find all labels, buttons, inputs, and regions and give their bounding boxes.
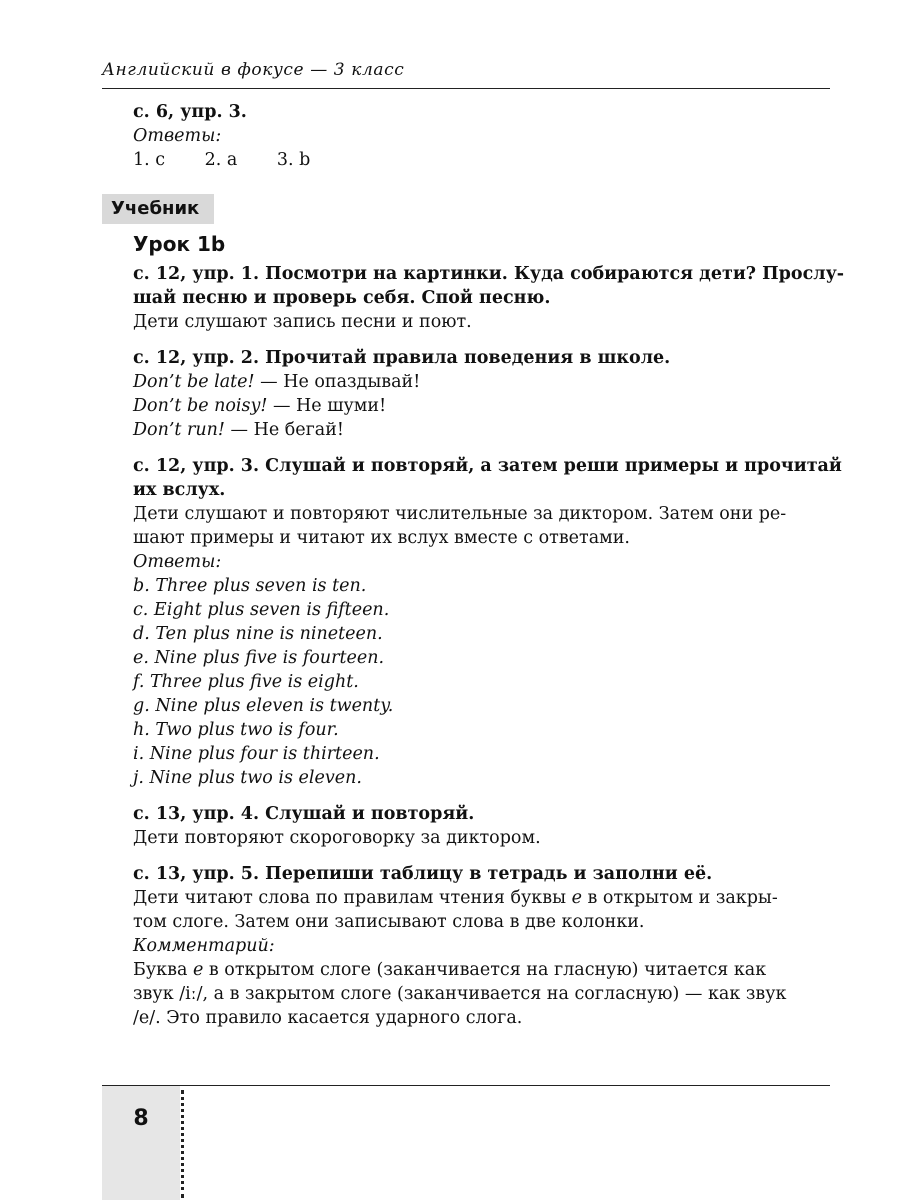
exercise-3-title: с. 12, упр. 3. Слушай и повторяй, а затем реши примеры и прочитай bbox=[133, 456, 842, 476]
exercise-3-title: их вслух. bbox=[133, 480, 226, 500]
exercise-4 bbox=[133, 802, 833, 850]
dotted-divider bbox=[181, 1090, 184, 1198]
exercise-1 bbox=[133, 262, 845, 334]
footer-rule bbox=[102, 1085, 830, 1086]
exercise-1-title: шай песню и проверь себя. Спой песню. bbox=[133, 288, 551, 308]
letter-e: e bbox=[192, 960, 204, 980]
header-rule bbox=[102, 88, 830, 89]
section-label-textbook: Учебник bbox=[102, 194, 214, 224]
answer-line: f. Three plus five is eight. bbox=[133, 672, 359, 692]
exercise-5-text bbox=[133, 886, 833, 910]
answer-line: d. Ten plus nine is nineteen. bbox=[133, 624, 383, 644]
rule-line bbox=[133, 418, 833, 442]
running-title: Английский в фокусе — 3 класс bbox=[102, 60, 405, 80]
exercise-3-text: шают примеры и читают их вслух вместе с ответами. bbox=[133, 528, 630, 548]
exercise-1-text: Дети слушают запись песни и поют. bbox=[133, 312, 472, 332]
lesson-title: Урок 1b bbox=[133, 232, 226, 256]
text-part: в открытом слоге (заканчивается на гласную) читается как bbox=[203, 960, 767, 980]
intro-ref: с. 6, упр. 3. bbox=[133, 102, 247, 122]
exercise-5-title: с. 13, упр. 5. Перепиши таблицу в тетрадь и заполни её. bbox=[133, 864, 713, 884]
comment-text bbox=[133, 958, 833, 982]
exercise-2 bbox=[133, 346, 833, 442]
text-part: в открытом и закры- bbox=[581, 888, 778, 908]
page-content bbox=[133, 100, 845, 1030]
exercise-3 bbox=[133, 454, 842, 790]
rule-russian: — Не бегай! bbox=[224, 420, 344, 440]
intro-answer: 3. b bbox=[276, 150, 311, 170]
intro-answer: 1. c bbox=[133, 150, 166, 170]
exercise-5-text: том слоге. Затем они записывают слова в две колонки. bbox=[133, 912, 645, 932]
intro-answer: 2. a bbox=[204, 150, 238, 170]
page-number-box bbox=[102, 1086, 180, 1200]
page-number: 8 bbox=[133, 1106, 149, 1131]
intro-exercise bbox=[133, 100, 833, 172]
answer-line: g. Nine plus eleven is twenty. bbox=[133, 696, 394, 716]
text-part: Дети читают слова по правилам чтения буквы bbox=[133, 888, 572, 908]
rule-english: Don’t be late! bbox=[133, 372, 255, 392]
comment-text: звук /iː/, а в закрытом слоге (заканчивается на согласную) — как звук bbox=[133, 984, 787, 1004]
letter-e: e bbox=[571, 888, 582, 908]
answer-line: h. Two plus two is four. bbox=[133, 720, 339, 740]
exercise-4-title: с. 13, упр. 4. Слушай и повторяй. bbox=[133, 804, 475, 824]
exercise-3-text: Дети слушают и повторяют числительные за диктором. Затем они ре- bbox=[133, 504, 787, 524]
exercise-3-answers-label: Ответы: bbox=[133, 552, 222, 572]
exercise-5 bbox=[133, 862, 833, 1030]
answer-line: e. Nine plus five is fourteen. bbox=[133, 648, 385, 668]
rule-line bbox=[133, 370, 833, 394]
intro-answers-label: Ответы: bbox=[133, 126, 222, 146]
exercise-1-title: с. 12, упр. 1. Посмотри на картинки. Куда собираются дети? Прослу- bbox=[133, 264, 845, 284]
rule-line bbox=[133, 394, 833, 418]
intro-answers bbox=[133, 148, 833, 172]
exercise-2-title: с. 12, упр. 2. Прочитай правила поведения в школе. bbox=[133, 348, 671, 368]
text-part: Буква bbox=[133, 960, 193, 980]
exercise-4-text: Дети повторяют скороговорку за диктором. bbox=[133, 828, 541, 848]
rule-english: Don’t run! bbox=[133, 420, 225, 440]
rule-russian: — Не шуми! bbox=[267, 396, 387, 416]
answer-line: j. Nine plus two is eleven. bbox=[133, 768, 362, 788]
answer-line: i. Nine plus four is thirteen. bbox=[133, 744, 380, 764]
answer-line: c. Eight plus seven is fifteen. bbox=[133, 600, 390, 620]
comment-text: /e/. Это правило касается ударного слога. bbox=[133, 1008, 523, 1028]
rule-russian: — Не опаздывай! bbox=[254, 372, 421, 392]
answer-line: b. Three plus seven is ten. bbox=[133, 576, 367, 596]
comment-label: Комментарий: bbox=[133, 936, 275, 956]
rule-english: Don’t be noisy! bbox=[133, 396, 268, 416]
